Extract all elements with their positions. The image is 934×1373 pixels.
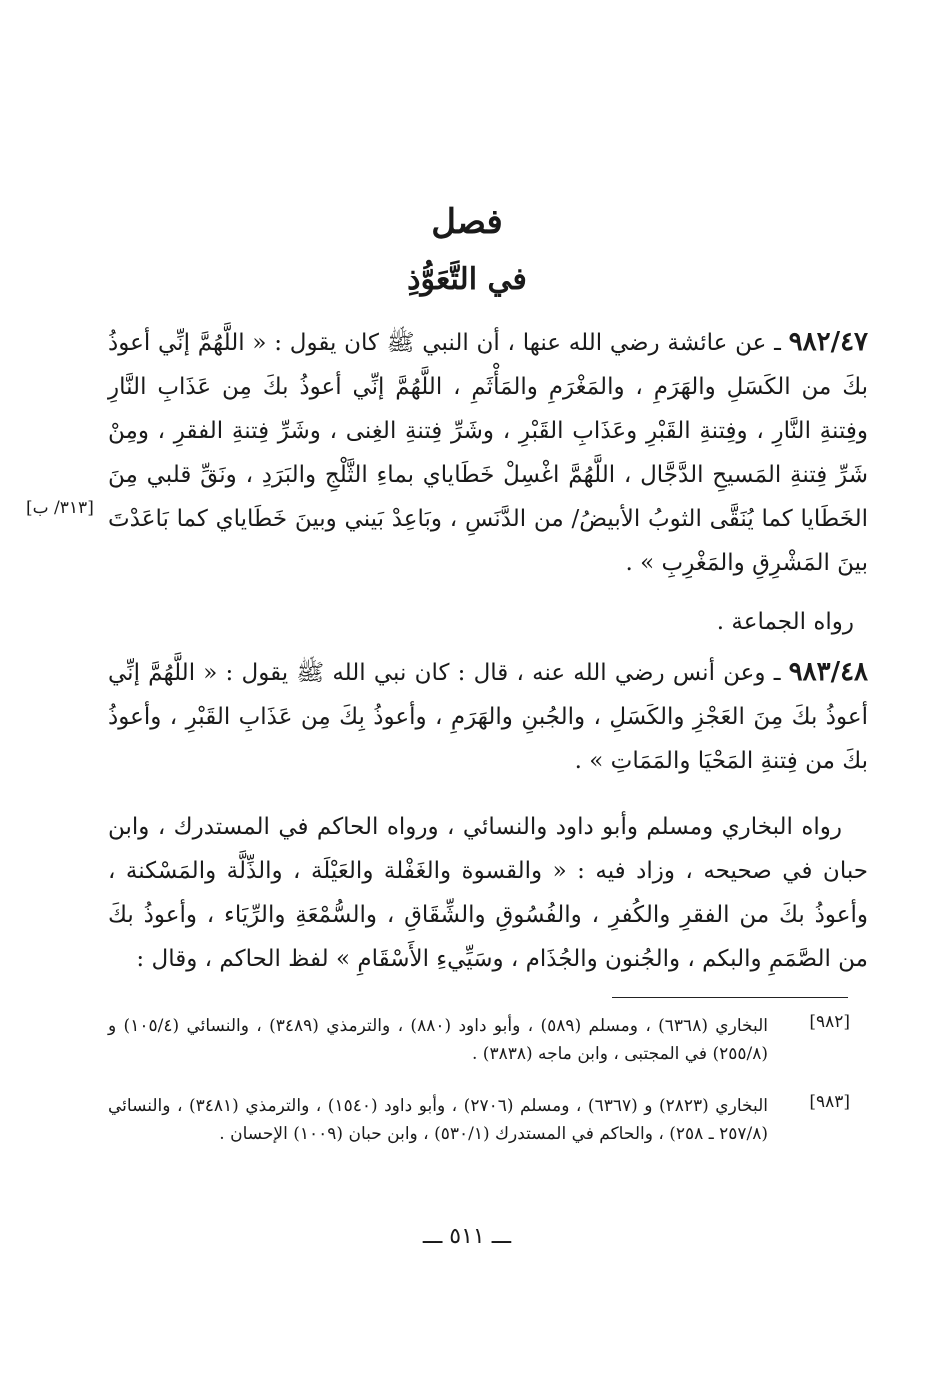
- hadith-text: ـ عن عائشة رضي الله عنها ، أن النبي ﷺ كان يقول : « اللَّهُمَّ إنِّي أعوذُ بكَ من الكَسَلِ والهَرَمِ ، والمَغْرَمِ والمَأْثَمِ ، اللَّهُمَّ إنِّي أعوذُ بكَ مِن عَذَابِ النَّارِ وفِتنةِ النَّارِ ، وفِتنةِ القَبْرِ وعَذَابِ القَبْرِ ، وشَرِّ فِتنةِ الغِنى ، وشَرِّ فِتنةِ الفقرِ ، ومِنْ شَرِّ فِتنةِ المَسيحِ الدَّجَّال ، اللَّهُمَّ اغْسِلْ خَطَاياي بماءِ الثَّلْجِ والبَرَدِ ، ونَقِّ قلبي مِنَ الخَطَايا كما يُنَقَّى الثوبُ الأبيضُ/ من الدَّنَسِ ، وبَاعِدْ بَيني وبينَ خَطَاياي كما بَاعَدْتَ بينَ المَشْرِقِ والمَغْرِبِ » .: [108, 330, 868, 576]
- narration-982: رواه الجماعة .: [716, 609, 854, 635]
- footnote-label: [٩٨٢]: [809, 1012, 850, 1032]
- hadith-983: [108, 650, 868, 783]
- footnote-label: [٩٨٣]: [809, 1092, 850, 1112]
- narration-983: رواه البخاري ومسلم وأبو داود والنسائي ، ورواه الحاكم في المستدرك ، وابن حبان في صحيحه ، وزاد فيه : « والقسوة والغَفْلة والعَيْلَة ، والذِّلَّة والمَسْكنة ، وأعوذُ بكَ من الفقرِ والكُفرِ ، والفُسُوقِ والشِّقَاقِ ، والسُّمْعَةِ والرِّيَاء ، وأعوذُ بكَ من الصَّمَمِ والبكم ، والجُنون والجُذَام ، وسَيِّيءِ الأَسْقَامِ » لفظ الحاكم ، وقال :: [108, 814, 868, 972]
- hadith-number: ٩٨٣/٤٨: [788, 657, 868, 687]
- footnote-divider: [612, 997, 848, 998]
- hadith-number: ٩٨٢/٤٧: [788, 327, 868, 357]
- page-number: ـــ ٥١١ ـــ: [422, 1224, 512, 1249]
- section-title: فصل: [431, 202, 503, 242]
- hadith-982: [108, 320, 868, 585]
- hadith-text: ـ وعن أنس رضي الله عنه ، قال : كان نبي الله ﷺ يقول : « اللَّهُمَّ إنِّي أعوذُ بكَ مِنَ العَجْزِ والكَسَلِ ، والجُبنِ والهَرَمِ ، وأعوذُ بِكَ مِن عَذَابِ القَبْرِ ، وأعوذُ بكَ من فِتنةِ المَحْيَا والمَمَاتِ » .: [108, 660, 868, 774]
- section-subtitle: في التَّعَوُّذِ: [407, 262, 527, 297]
- footnote-982: البخاري (٦٣٦٨) ، ومسلم (٥٨٩) ، وأبو داود (٨٨٠) ، والترمذي (٣٤٨٩) ، والنسائي (١٠٥/٤) و (٢٥٥/٨) في المجتبى ، وابن ماجه (٣٨٣٨) .: [108, 1016, 769, 1064]
- footnote-983: البخاري (٢٨٢٣) و (٦٣٦٧) ، ومسلم (٢٧٠٦) ، وأبو داود (١٥٤٠) ، والترمذي (٣٤٨١) ، والنسائي (٢٥٧/٨ ـ ٢٥٨) ، والحاكم في المستدرك (٥٣٠/١) ، وابن حبان (١٠٠٩) الإحسان .: [108, 1096, 769, 1144]
- margin-reference: [٣١٣/ ب]: [26, 498, 94, 518]
